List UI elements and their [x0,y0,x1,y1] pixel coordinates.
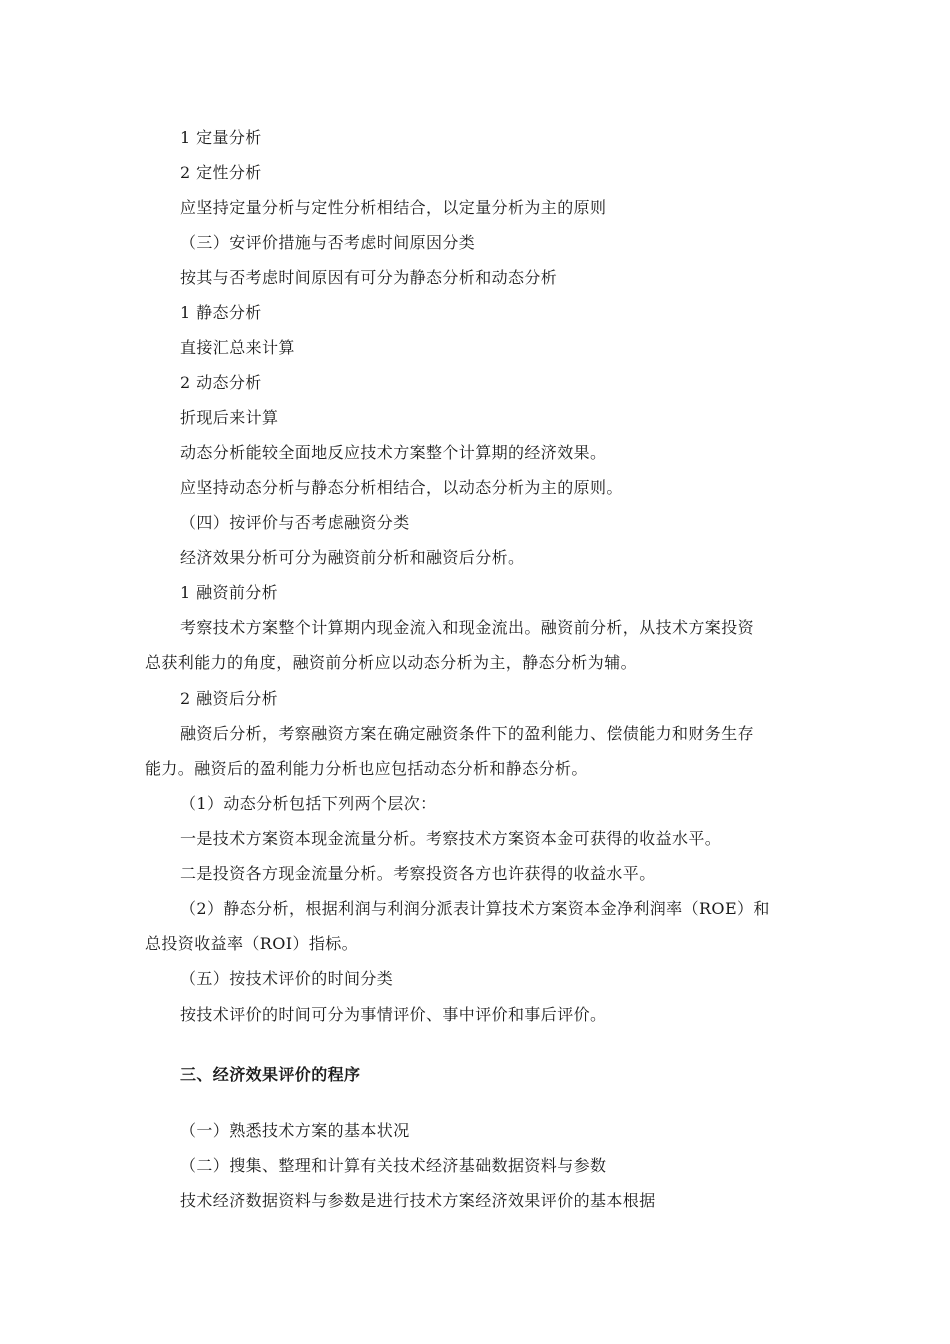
text-line: 经济效果分析可分为融资前分析和融资后分析。 [180,548,525,567]
text-line: （1）动态分析包括下列两个层次： [180,794,437,813]
text-line: （二）搜集、整理和计算有关技术经济基础数据资料与参数 [180,1156,607,1175]
text-line: （一）熟悉技术方案的基本状况 [180,1121,410,1140]
text-line: 直接汇总来计算 [180,338,295,357]
text-line: 2 融资后分析 [180,689,279,708]
text-line: （2）静态分析，根据利润与利润分派表计算技术方案资本金净利润率（ROE）和 [180,899,770,918]
text-line: 应坚持动态分析与静态分析相结合，以动态分析为主的原则。 [180,478,623,497]
text-line: 总获利能力的角度，融资前分析应以动态分析为主，静态分析为辅。 [145,653,638,672]
text-line: 总投资收益率（ROI）指标。 [145,934,359,953]
text-line: 2 动态分析 [180,373,262,392]
text-line: 二是投资各方现金流量分析。考察投资各方也许获得的收益水平。 [180,864,656,883]
text-line: （四）按评价与否考虑融资分类 [180,513,410,532]
text-line: 1 静态分析 [180,303,262,322]
text-line: 考察技术方案整个计算期内现金流入和现金流出。融资前分析，从技术方案投资 [180,618,755,637]
text-line: 1 定量分析 [180,128,262,147]
text-line: 按技术评价的时间可分为事情评价、事中评价和事后评价。 [180,1005,607,1024]
section-heading: 三、经济效果评价的程序 [180,1065,361,1084]
text-line: 一是技术方案资本现金流量分析。考察技术方案资本金可获得的收益水平。 [180,829,722,848]
text-line: （五）按技术评价的时间分类 [180,969,394,988]
text-line: 技术经济数据资料与参数是进行技术方案经济效果评价的基本根据 [180,1191,656,1210]
text-line: 2 定性分析 [180,163,262,182]
text-line: 折现后来计算 [180,408,279,427]
text-line: 动态分析能较全面地反应技术方案整个计算期的经济效果。 [180,443,607,462]
text-line: 能力。融资后的盈利能力分析也应包括动态分析和静态分析。 [145,759,588,778]
text-line: 1 融资前分析 [180,583,279,602]
text-line: 按其与否考虑时间原因有可分为静态分析和动态分析 [180,268,558,287]
text-line: （三）安评价措施与否考虑时间原因分类 [180,233,476,252]
text-line: 融资后分析，考察融资方案在确定融资条件下的盈利能力、偿债能力和财务生存 [180,724,755,743]
text-line: 应坚持定量分析与定性分析相结合，以定量分析为主的原则 [180,198,607,217]
